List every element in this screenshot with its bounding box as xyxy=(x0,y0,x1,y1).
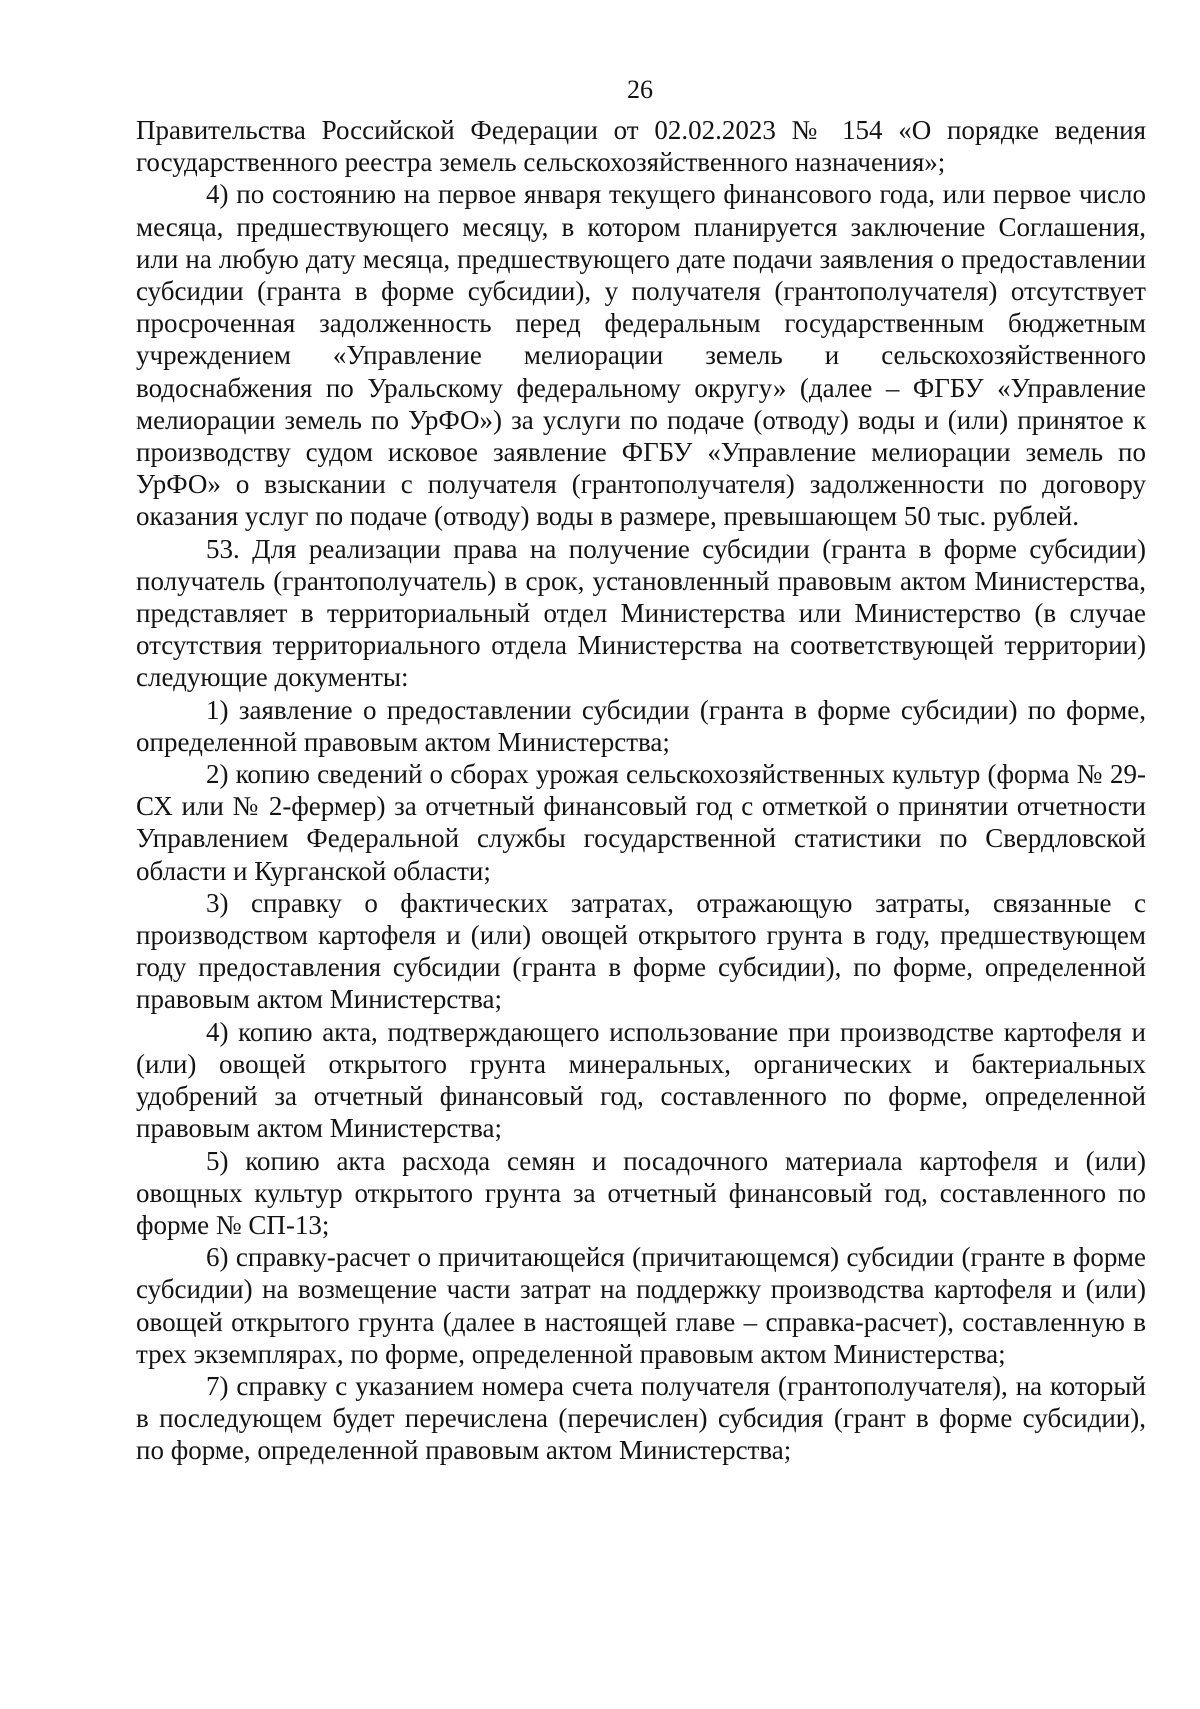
paragraph-item-4-debt: 4) по состоянию на первое января текущего финансового года, или первое число месяца, предшествующего месяцу, в котором планируется заключение Соглашения, или на любую дату месяца, предшествующего дате подачи заявления о предоставлении субсидии (гранта в форме субсидии), у получателя (грантополучателя) отсутствует просроченная задолженность перед федеральным государственным бюджетным учреждением «Управление мелиорации земель и сельскохозяйственного водоснабжения по Уральскому федеральному округу» (далее – ФГБУ «Управление мелиорации земель по УрФО») за услуги по подаче (отводу) воды и (или) принятое к производству судом исковое заявление ФГБУ «Управление мелиорации земель по УрФО» о взыскании с получателя (грантополучателя) задолженности по договору оказания услуг по подаче (отводу) воды в размере, превышающем 50 тыс. рублей. xyxy=(136,179,1146,532)
paragraph-53: 53. Для реализации права на получение субсидии (гранта в форме субсидии) получатель (грантополучатель) в срок, установленный правовым актом Министерства, представляет в территориальный отдел Министерства или Министерство (в случае отсутствия территориального отдела Министерства на соответствующей территории) следующие документы: xyxy=(136,533,1146,693)
paragraph-item-3-costs: 3) справку о фактических затратах, отражающую затраты, связанные с производством картофеля и (или) овощей открытого грунта в году, предшествующем году предоставления субсидии (гранта в форме субсидии), по форме, определенной правовым актом Министерства; xyxy=(136,887,1146,1015)
page-number: 26 xyxy=(627,75,653,104)
document-body xyxy=(136,114,1146,1467)
paragraph-item-2-harvest-info: 2) копию сведений о сборах урожая сельскохозяйственных культур (форма № 29-СХ или № 2-фермер) за отчетный финансовый год с отметкой о принятии отчетности Управлением Федеральной службы государственной статистики по Свердловской области и Курганской области; xyxy=(136,759,1146,886)
paragraph-item-1-application: 1) заявление о предоставлении субсидии (гранта в форме субсидии) по форме, определенной правовым актом Министерства; xyxy=(136,694,1146,757)
paragraph-item-5-seed-act: 5) копию акта расхода семян и посадочного материала картофеля и (или) овощных культур открытого грунта за отчетный финансовый год, составленного по форме № СП-13; xyxy=(136,1145,1146,1240)
paragraph-item-4-fertilizer-act: 4) копию акта, подтверждающего использование при производстве картофеля и (или) овощей открытого грунта минеральных, органических и бактериальных удобрений за отчетный финансовый год, составленного по форме, определенной правовым актом Министерства; xyxy=(136,1016,1146,1144)
paragraph-continuation: Правительства Российской Федерации от 02.02.2023 № 154 «О порядке ведения государственного реестра земель сельскохозяйственного назначения»; xyxy=(136,115,1146,178)
paragraph-item-6-calculation: 6) справку-расчет о причитающейся (причитающемся) субсидии (гранте в форме субсидии) на возмещение части затрат на поддержку производства картофеля и (или) овощей открытого грунта (далее в настоящей главе – справка-расчет), составленную в трех экземплярах, по форме, определенной правовым актом Министерства; xyxy=(136,1242,1146,1369)
paragraph-item-7-account: 7) справку с указанием номера счета получателя (грантополучателя), на который в последующем будет перечислена (перечислен) субсидия (грант в форме субсидии), по форме, определенной правовым актом Министерства; xyxy=(136,1370,1146,1466)
